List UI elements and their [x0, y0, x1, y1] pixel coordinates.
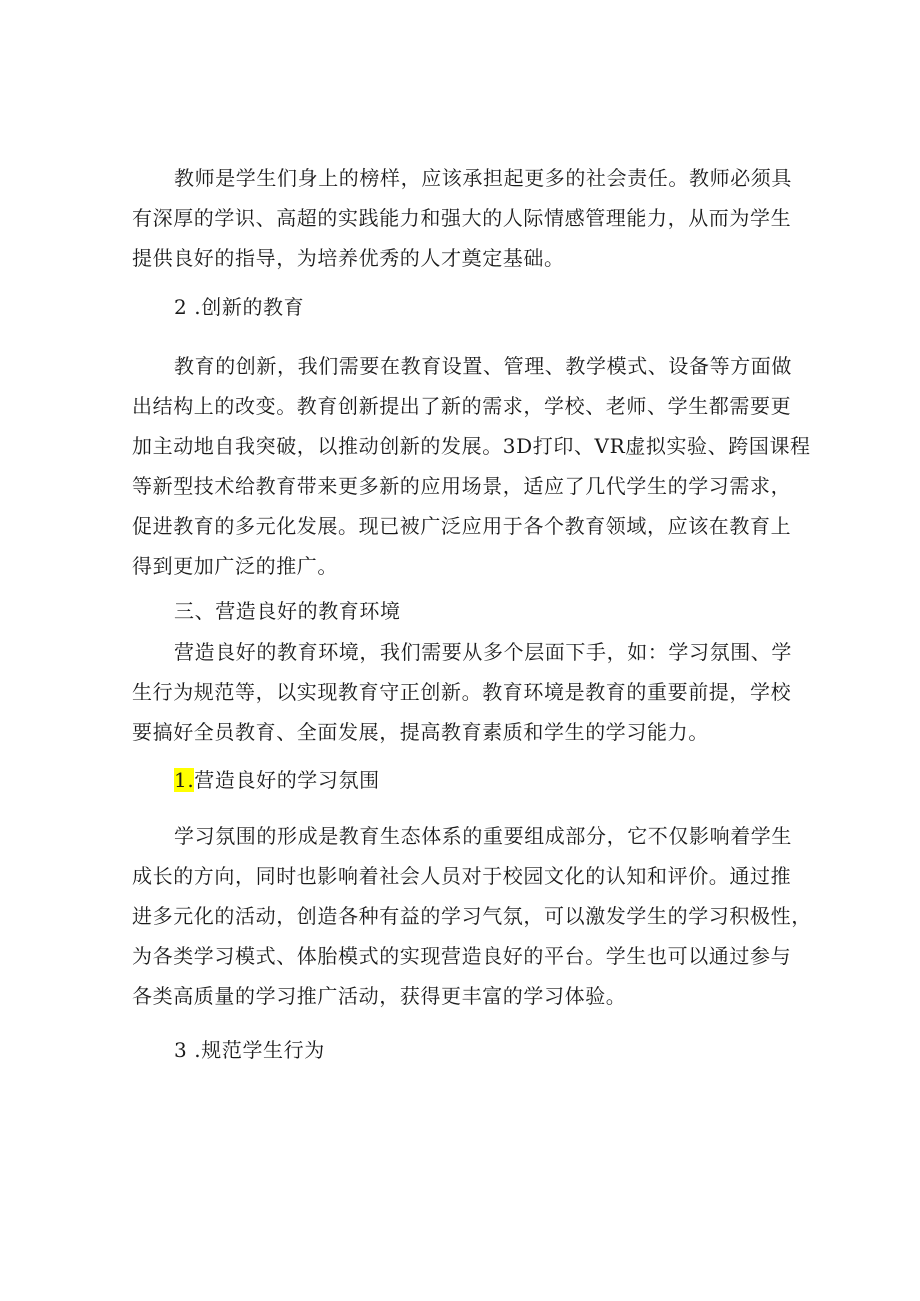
paragraph-line: 提供良好的指导，为培养优秀的人才奠定基础。	[132, 246, 565, 270]
paragraph-education-innovation	[132, 346, 811, 586]
heading-innovative-education: 2 .创新的教育	[174, 295, 305, 319]
paragraph-line: 要搞好全员教育、全面发展，提高教育素质和学生的学习能力。	[132, 720, 709, 744]
paragraph-line: 得到更加广泛的推广。	[132, 554, 338, 578]
paragraph-line: 为各类学习模式、体胎模式的实现营造良好的平台。学生也可以通过参与	[132, 944, 792, 968]
paragraph-line: 生行为规范等，以实现教育守正创新。教育环境是教育的重要前提，学校	[132, 680, 792, 704]
heading-learning-atmosphere	[132, 760, 834, 800]
paragraph-line: 营造良好的教育环境，我们需要从多个层面下手，如：学习氛围、学	[174, 640, 792, 664]
paragraph-line: 进多元化的活动，创造各种有益的学习气氛，可以激发学生的学习积极性，	[132, 904, 812, 928]
paragraph-line: 加主动地自我突破，以推动创新的发展。3D打印、VR虚拟实验、跨国课程	[132, 434, 811, 458]
heading-student-behavior: 3 .规范学生行为	[174, 1038, 325, 1062]
paragraph-line: 促进教育的多元化发展。现已被广泛应用于各个教育领域，应该在教育上	[132, 514, 792, 538]
paragraph-line: 教师是学生们身上的榜样，应该承担起更多的社会责任。教师必须具	[174, 166, 792, 190]
paragraph-line: 各类高质量的学习推广活动，获得更丰富的学习体验。	[132, 984, 627, 1008]
paragraph-line: 成长的方向，同时也影响着社会人员对于校园文化的认知和评价。通过推	[132, 864, 792, 888]
paragraph-learning-atmosphere	[132, 816, 812, 1016]
heading-text: 营造良好的学习氛围	[194, 768, 380, 792]
highlighted-number: 1.	[174, 768, 195, 792]
paragraph-line: 有深厚的学识、高超的实践能力和强大的人际情感管理能力，从而为学生	[132, 206, 792, 230]
paragraph-line: 教育的创新，我们需要在教育设置、管理、教学模式、设备等方面做	[174, 354, 792, 378]
paragraph-line: 出结构上的改变。教育创新提出了新的需求，学校、老师、学生都需要更	[132, 394, 792, 418]
heading-section-three: 三、营造良好的教育环境	[174, 599, 401, 623]
paragraph-education-environment	[132, 632, 792, 752]
paragraph-teacher-role	[132, 158, 792, 278]
paragraph-line: 等新型技术给教育带来更多新的应用场景，适应了几代学生的学习需求，	[132, 474, 792, 498]
paragraph-line: 学习氛围的形成是教育生态体系的重要组成部分，它不仅影响着学生	[174, 824, 792, 848]
